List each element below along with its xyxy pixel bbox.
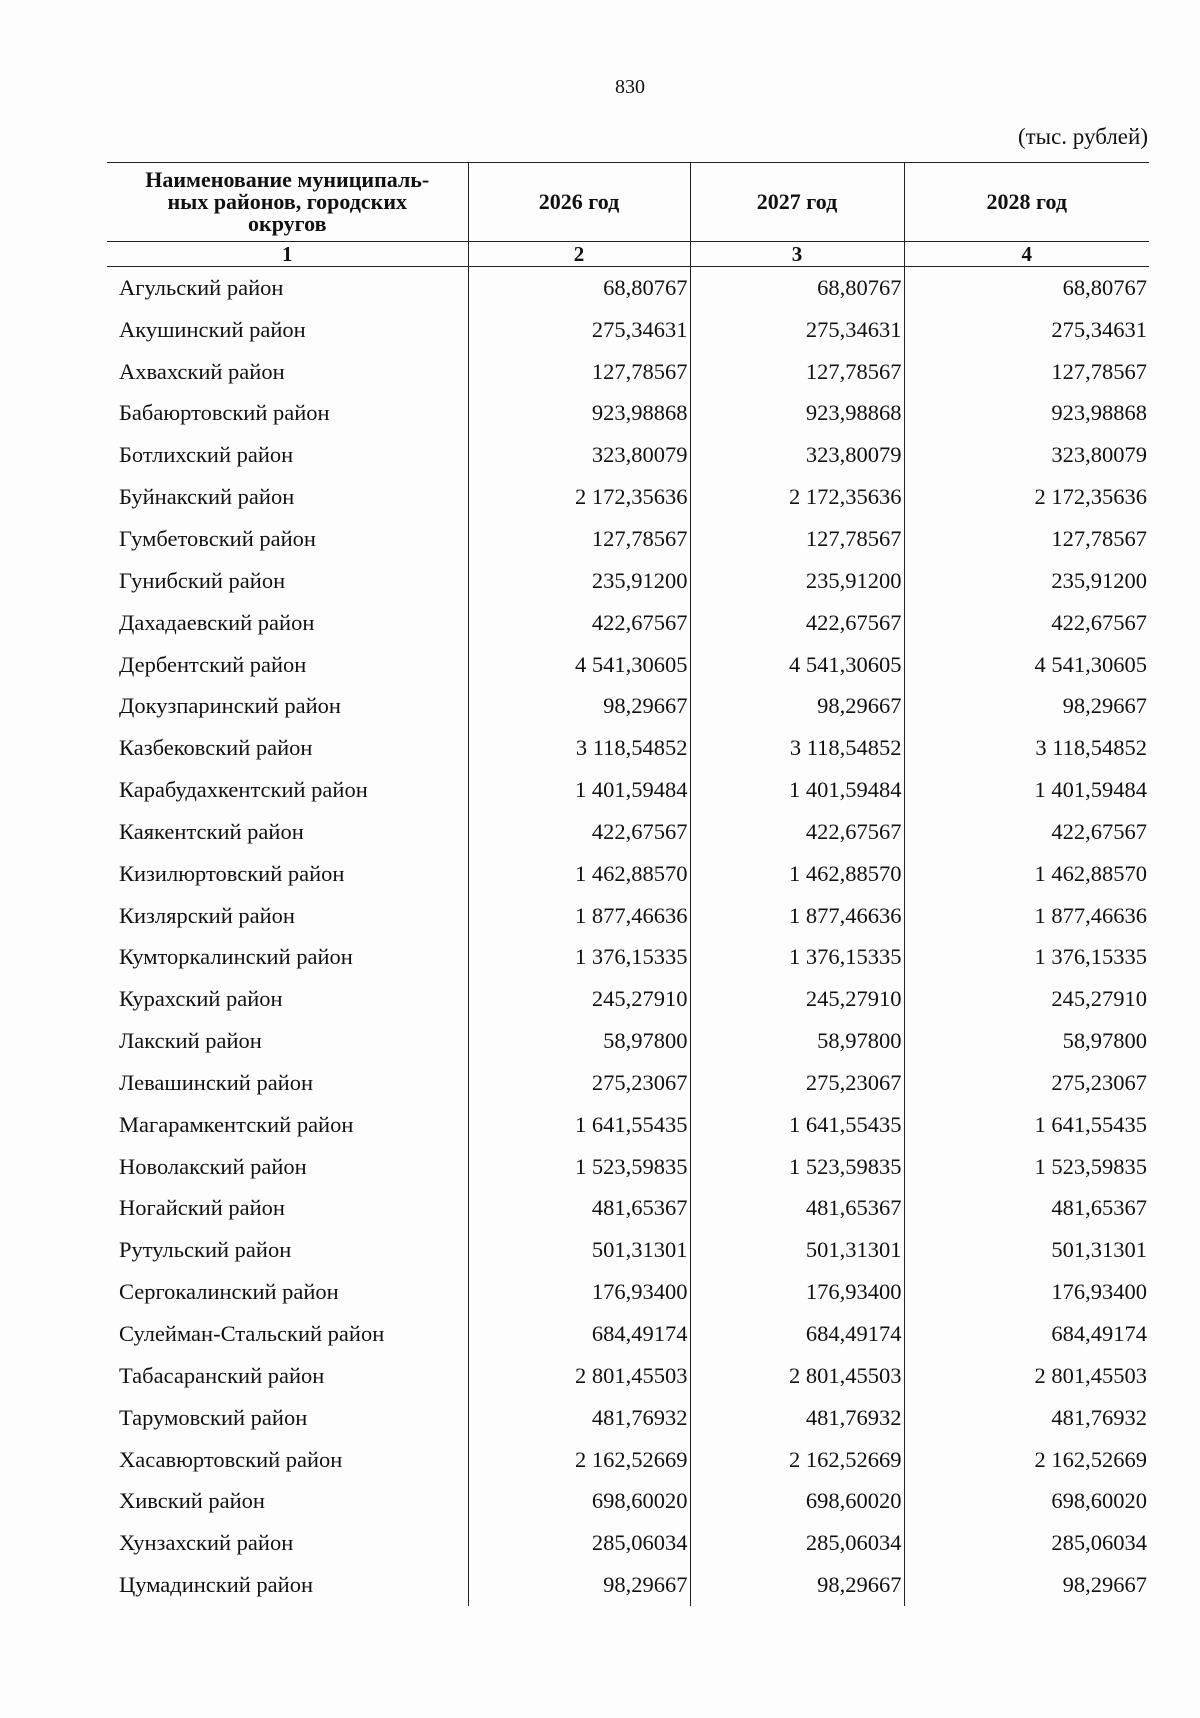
district-name-cell: Дахадаевский район xyxy=(107,602,468,644)
value-2027-cell: 323,80079 xyxy=(690,434,904,476)
district-name-cell: Казбековский район xyxy=(107,727,468,769)
value-2027-cell: 245,27910 xyxy=(690,978,904,1020)
table-row xyxy=(107,644,1149,686)
value-2027-cell: 481,65367 xyxy=(690,1188,904,1230)
district-name-cell: Курахский район xyxy=(107,978,468,1020)
column-number-row xyxy=(107,242,1149,267)
value-2028-cell: 422,67567 xyxy=(1051,609,1147,635)
value-2027-cell: 2 801,45503 xyxy=(690,1355,904,1397)
value-2026-cell: 2 801,45503 xyxy=(468,1355,690,1397)
value-2026-cell: 127,78567 xyxy=(468,351,690,393)
district-name-cell: Новолакский район xyxy=(107,1146,468,1188)
value-2028-cell: 323,80079 xyxy=(1051,442,1147,468)
value-2028-cell: 127,78567 xyxy=(1051,358,1147,384)
table-row xyxy=(107,434,1149,476)
district-name-cell: Агульский район xyxy=(107,267,468,309)
table-row xyxy=(107,1104,1149,1146)
value-2026-cell: 501,31301 xyxy=(468,1229,690,1271)
district-name-cell: Дербентский район xyxy=(107,644,468,686)
value-2028-cell: 1 877,46636 xyxy=(1034,902,1147,928)
district-name-cell: Хунзахский район xyxy=(107,1522,468,1564)
value-2026-cell: 2 172,35636 xyxy=(468,476,690,518)
header-name-line: Наименование муниципаль- xyxy=(145,167,430,192)
value-2028-cell: 1 376,15335 xyxy=(1034,944,1147,970)
value-2026-cell: 422,67567 xyxy=(468,811,690,853)
table-row xyxy=(107,351,1149,393)
value-2027-cell: 422,67567 xyxy=(690,811,904,853)
value-2028-cell: 481,76932 xyxy=(1051,1404,1147,1430)
district-name-cell: Гунибский район xyxy=(107,560,468,602)
value-2028-cell: 127,78567 xyxy=(1051,525,1147,551)
value-2028-cell: 684,49174 xyxy=(1051,1321,1147,1347)
table-body xyxy=(107,267,1149,1607)
value-2026-cell: 1 462,88570 xyxy=(468,853,690,895)
value-2028-cell: 176,93400 xyxy=(1051,1279,1147,1305)
value-2026-cell: 2 162,52669 xyxy=(468,1439,690,1481)
header-2027: 2027 год xyxy=(690,163,904,242)
district-name-cell: Кизилюртовский район xyxy=(107,853,468,895)
value-2026-cell: 422,67567 xyxy=(468,602,690,644)
district-name-cell: Кизлярский район xyxy=(107,895,468,937)
value-2026-cell: 275,23067 xyxy=(468,1062,690,1104)
header-name-column xyxy=(107,163,468,242)
value-2026-cell: 3 118,54852 xyxy=(468,727,690,769)
value-2027-cell: 176,93400 xyxy=(690,1271,904,1313)
value-2026-cell: 275,34631 xyxy=(468,309,690,351)
district-name-cell: Буйнакский район xyxy=(107,476,468,518)
value-2027-cell: 2 162,52669 xyxy=(690,1439,904,1481)
value-2027-cell: 1 376,15335 xyxy=(690,937,904,979)
district-name-cell: Хивский район xyxy=(107,1480,468,1522)
value-2028-cell: 68,80767 xyxy=(1062,274,1147,300)
value-2027-cell: 3 118,54852 xyxy=(690,727,904,769)
value-2027-cell: 98,29667 xyxy=(690,1564,904,1606)
value-2026-cell: 1 376,15335 xyxy=(468,937,690,979)
value-2028-cell: 58,97800 xyxy=(1062,1028,1147,1054)
table-row xyxy=(107,560,1149,602)
table-row xyxy=(107,309,1149,351)
header-2028: 2028 год xyxy=(904,163,1149,242)
district-name-cell: Каякентский район xyxy=(107,811,468,853)
district-name-cell: Ботлихский район xyxy=(107,434,468,476)
district-name-cell: Карабудахкентский район xyxy=(107,769,468,811)
value-2026-cell: 176,93400 xyxy=(468,1271,690,1313)
value-2028-cell: 2 172,35636 xyxy=(1034,484,1147,510)
value-2027-cell: 501,31301 xyxy=(690,1229,904,1271)
value-2026-cell: 58,97800 xyxy=(468,1020,690,1062)
table-header-row xyxy=(107,163,1149,242)
value-2027-cell: 684,49174 xyxy=(690,1313,904,1355)
column-number: 3 xyxy=(690,242,904,267)
table-row xyxy=(107,1564,1149,1606)
value-2027-cell: 285,06034 xyxy=(690,1522,904,1564)
value-2027-cell: 698,60020 xyxy=(690,1480,904,1522)
value-2027-cell: 1 877,46636 xyxy=(690,895,904,937)
header-name-line: ных районов, городских xyxy=(167,189,408,214)
table-row xyxy=(107,518,1149,560)
district-name-cell: Акушинский район xyxy=(107,309,468,351)
table-row xyxy=(107,1397,1149,1439)
table-row xyxy=(107,1062,1149,1104)
district-name-cell: Докузпаринский район xyxy=(107,685,468,727)
value-2026-cell: 127,78567 xyxy=(468,518,690,560)
district-name-cell: Ахвахский район xyxy=(107,351,468,393)
value-2026-cell: 923,98868 xyxy=(468,393,690,435)
table-row xyxy=(107,1439,1149,1481)
value-2027-cell: 127,78567 xyxy=(690,351,904,393)
value-2027-cell: 923,98868 xyxy=(690,393,904,435)
value-2028-cell: 422,67567 xyxy=(1051,818,1147,844)
district-name-cell: Тарумовский район xyxy=(107,1397,468,1439)
column-number: 1 xyxy=(107,242,468,267)
table-row xyxy=(107,1271,1149,1313)
value-2026-cell: 1 877,46636 xyxy=(468,895,690,937)
value-2027-cell: 1 523,59835 xyxy=(690,1146,904,1188)
value-2026-cell: 1 641,55435 xyxy=(468,1104,690,1146)
value-2026-cell: 481,65367 xyxy=(468,1188,690,1230)
value-2026-cell: 481,76932 xyxy=(468,1397,690,1439)
value-2026-cell: 323,80079 xyxy=(468,434,690,476)
district-name-cell: Магарамкентский район xyxy=(107,1104,468,1146)
table-row xyxy=(107,476,1149,518)
value-2028-cell: 2 801,45503 xyxy=(1034,1362,1147,1388)
district-name-cell: Гумбетовский район xyxy=(107,518,468,560)
value-2026-cell: 1 523,59835 xyxy=(468,1146,690,1188)
district-name-cell: Сулейман-Стальский район xyxy=(107,1313,468,1355)
value-2027-cell: 275,23067 xyxy=(690,1062,904,1104)
value-2028-cell: 285,06034 xyxy=(1051,1530,1147,1556)
value-2027-cell: 2 172,35636 xyxy=(690,476,904,518)
table-row xyxy=(107,1146,1149,1188)
data-table xyxy=(107,162,1149,1606)
header-name-line: округов xyxy=(248,211,327,236)
table-row xyxy=(107,937,1149,979)
value-2027-cell: 1 641,55435 xyxy=(690,1104,904,1146)
value-2028-cell: 1 523,59835 xyxy=(1034,1153,1147,1179)
value-2027-cell: 235,91200 xyxy=(690,560,904,602)
value-2028-cell: 923,98868 xyxy=(1051,400,1147,426)
table-row xyxy=(107,602,1149,644)
district-name-cell: Лакский район xyxy=(107,1020,468,1062)
value-2028-cell: 481,65367 xyxy=(1051,1195,1147,1221)
column-number: 4 xyxy=(904,242,1149,267)
table-row xyxy=(107,1522,1149,1564)
value-2028-cell: 1 401,59484 xyxy=(1034,777,1147,803)
table-row xyxy=(107,267,1149,309)
table-row xyxy=(107,393,1149,435)
value-2028-cell: 501,31301 xyxy=(1051,1237,1147,1263)
district-name-cell: Сергокалинский район xyxy=(107,1271,468,1313)
value-2026-cell: 235,91200 xyxy=(468,560,690,602)
value-2027-cell: 422,67567 xyxy=(690,602,904,644)
table-row xyxy=(107,685,1149,727)
district-name-cell: Рутульский район xyxy=(107,1229,468,1271)
district-name-cell: Табасаранский район xyxy=(107,1355,468,1397)
header-2026: 2026 год xyxy=(468,163,690,242)
units-label: (тыс. рублей) xyxy=(1017,124,1148,149)
value-2028-cell: 98,29667 xyxy=(1062,693,1147,719)
table-row xyxy=(107,853,1149,895)
value-2026-cell: 98,29667 xyxy=(468,1564,690,1606)
district-name-cell: Бабаюртовский район xyxy=(107,393,468,435)
table-row xyxy=(107,895,1149,937)
value-2027-cell: 1 462,88570 xyxy=(690,853,904,895)
district-name-cell: Ногайский район xyxy=(107,1188,468,1230)
value-2027-cell: 58,97800 xyxy=(690,1020,904,1062)
district-name-cell: Левашинский район xyxy=(107,1062,468,1104)
value-2026-cell: 98,29667 xyxy=(468,685,690,727)
value-2028-cell: 275,23067 xyxy=(1051,1069,1147,1095)
table-row xyxy=(107,727,1149,769)
column-number: 2 xyxy=(468,242,690,267)
table-row xyxy=(107,1313,1149,1355)
value-2026-cell: 4 541,30605 xyxy=(468,644,690,686)
value-2028-cell: 2 162,52669 xyxy=(1034,1446,1147,1472)
district-name-cell: Цумадинский район xyxy=(107,1564,468,1606)
value-2026-cell: 698,60020 xyxy=(468,1480,690,1522)
page-number: 830 xyxy=(615,76,645,98)
value-2028-cell: 1 462,88570 xyxy=(1034,860,1147,886)
district-name-cell: Кумторкалинский район xyxy=(107,937,468,979)
value-2026-cell: 684,49174 xyxy=(468,1313,690,1355)
data-table-container xyxy=(107,162,1149,1606)
table-row xyxy=(107,978,1149,1020)
table-row xyxy=(107,1229,1149,1271)
value-2027-cell: 98,29667 xyxy=(690,685,904,727)
table-row xyxy=(107,1355,1149,1397)
value-2027-cell: 1 401,59484 xyxy=(690,769,904,811)
table-row xyxy=(107,1020,1149,1062)
value-2028-cell: 275,34631 xyxy=(1051,316,1147,342)
value-2026-cell: 285,06034 xyxy=(468,1522,690,1564)
value-2028-cell: 98,29667 xyxy=(1062,1572,1147,1598)
table-row xyxy=(107,769,1149,811)
value-2027-cell: 275,34631 xyxy=(690,309,904,351)
value-2026-cell: 1 401,59484 xyxy=(468,769,690,811)
table-row xyxy=(107,1480,1149,1522)
value-2026-cell: 68,80767 xyxy=(468,267,690,309)
value-2028-cell: 235,91200 xyxy=(1051,567,1147,593)
district-name-cell: Хасавюртовский район xyxy=(107,1439,468,1481)
value-2027-cell: 481,76932 xyxy=(690,1397,904,1439)
value-2028-cell: 1 641,55435 xyxy=(1034,1111,1147,1137)
value-2028-cell: 3 118,54852 xyxy=(1035,735,1147,761)
table-row xyxy=(107,811,1149,853)
value-2027-cell: 4 541,30605 xyxy=(690,644,904,686)
value-2028-cell: 245,27910 xyxy=(1051,986,1147,1012)
value-2027-cell: 68,80767 xyxy=(690,267,904,309)
value-2027-cell: 127,78567 xyxy=(690,518,904,560)
table-row xyxy=(107,1188,1149,1230)
value-2026-cell: 245,27910 xyxy=(468,978,690,1020)
value-2028-cell: 698,60020 xyxy=(1051,1488,1147,1514)
value-2028-cell: 4 541,30605 xyxy=(1034,651,1147,677)
